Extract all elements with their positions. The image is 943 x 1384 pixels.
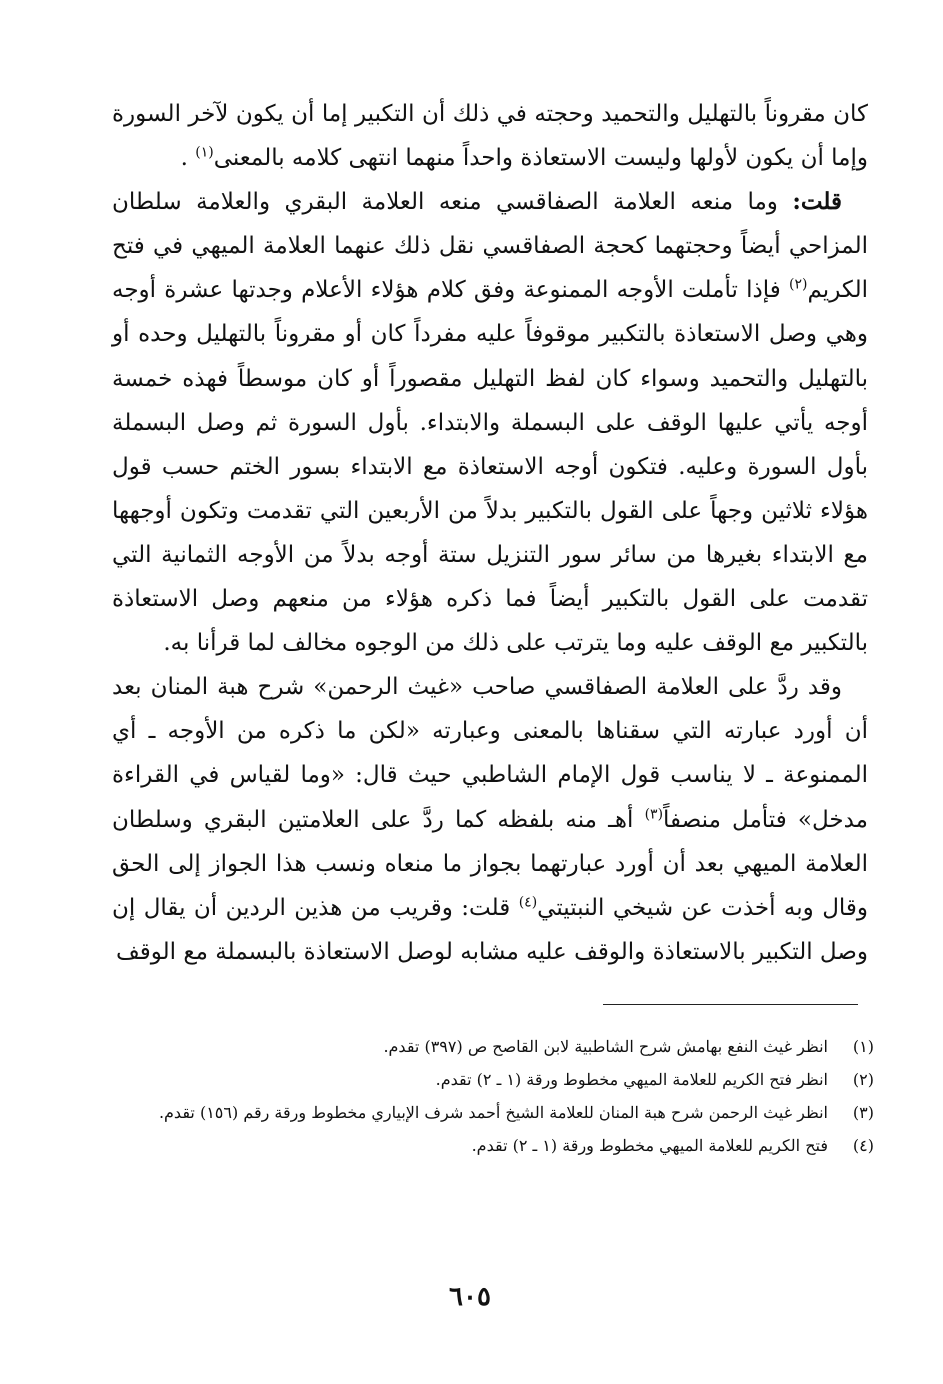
qultu-label: قلت: — [792, 188, 843, 216]
paragraph-3-text-b: أهـ منه بلفظه كما ردَّ على العلامتين البقري وسلطان العلامة الميهي بعد أن أورد عبارتهما بجواز ما منعاه ونسب هذا الجواز إلى الحق وقال وبه أخذت عن شيخي النبتيتي — [112, 806, 869, 921]
footnote-ref-1[interactable]: (١) — [195, 144, 214, 161]
paragraph-2-text-b: فإذا تأملت الأوجه الممنوعة وفق كلام هؤلاء الأعلام وجدتها عشرة أوجه وهي وصل الاستعاذة بالتكبير موقوفاً عليه مفرداً كان أو مقروناً بالتهليل وحده أو بالتهليل والتحميد وسواء كان لفظ التهليل مقصوراً أو كان موسطاً فهذه خمسة أوجه يأتي عليها الوقف على البسملة والابتداء. بأول السورة ثم وصل البسملة بأول السورة وعليه. فتكون أوجه الاستعاذة مع الابتداء بسور الختم حسب قول هؤلاء ثلاثين وجهاً على القول بالتكبير بدلاً من الأربعين التي تقدمت وتكون أوجهها مع الابتداء بغيرها من سائر سور التنزيل ستة أوجه بدلاً من الأوجه الثمانية التي تقدمت على القول بالتكبير أيضاً فما ذكره هؤلاء من منعهم وصل الاستعاذة بالتكبير مع الوقف عليه وما يترتب على ذلك من الوجوه مخالف لما قرأنا به. — [112, 277, 868, 657]
footnote-number: (٤) — [852, 1136, 874, 1155]
paragraph-3 — [112, 665, 868, 974]
footnote-number: (١) — [852, 1037, 874, 1056]
footnote-1 — [112, 1030, 874, 1063]
footnote-2 — [112, 1063, 874, 1096]
footnote-number: (٢) — [852, 1070, 874, 1089]
paragraph-2 — [112, 180, 868, 665]
paragraph-1-end: . — [180, 145, 188, 172]
footnote-ref-3[interactable]: (٣) — [644, 805, 664, 822]
footnote-3 — [112, 1096, 874, 1129]
footnote-text: انظر غيث الرحمن شرح هبة المنان للعلامة الشيخ أحمد شرف الإبياري مخطوط ورقة رقم (١٥٦) تقدم. — [158, 1103, 828, 1122]
page-number: ٦٠٥ — [449, 1282, 491, 1312]
footnote-text: انظر فتح الكريم للعلامة الميهي مخطوط ورقة (١ ـ ٢) تقدم. — [435, 1070, 828, 1089]
paragraph-3-text-a: وقد ردَّ على العلامة الصفاقسي صاحب «غيث الرحمن» شرح هبة المنان بعد أن أورد عبارته التي سقناها بالمعنى وعبارته «لكن ما ذكره من الأوجه ـ أي الممنوعة ـ لا يناسب قول الإمام الشاطبي حيث قال: «وما لقياس في القراءة مدخل» فتأمل منصفاً — [112, 674, 868, 833]
footnote-ref-4[interactable]: (٤) — [518, 894, 538, 911]
paragraph-1-text: كان مقروناً بالتهليل والتحميد وحجته في ذلك أن التكبير إما أن يكون لآخر السورة وإما أن يكون لأولها وليست الاستعاذة واحداً منهما انتهى كلامه بالمعنى — [112, 101, 868, 172]
qultu-label-2: قلت: — [461, 894, 511, 921]
body-text — [112, 92, 868, 974]
footnotes — [112, 1030, 874, 1162]
footnote-text: انظر غيث النفع بهامش شرح الشاطبية لابن القاصح ص (٣٩٧) تقدم. — [383, 1037, 828, 1056]
footnote-divider — [603, 1004, 858, 1005]
footnote-ref-2[interactable]: (٢) — [789, 276, 808, 293]
footnote-text: فتح الكريم للعلامة الميهي مخطوط ورقة (١ ـ ٢) تقدم. — [471, 1136, 828, 1155]
paragraph-2-text-a: وما منعه العلامة الصفاقسي منعه العلامة البقري والعلامة سلطان المزاحي أيضاً وحجتهما كحجة الصفاقسي نقل ذلك عنهما العلامة الميهي في فتح الكريم — [112, 189, 868, 304]
footnote-number: (٣) — [852, 1103, 874, 1122]
footnote-4 — [112, 1129, 874, 1162]
paragraph-3-text-c: وقريب من هذين الردين أن يقال إن وصل التكبير بالاستعاذة والوقف عليه مشابه لوصل الاستعاذة بالبسملة مع الوقف — [112, 894, 868, 965]
paragraph-1 — [112, 92, 868, 180]
